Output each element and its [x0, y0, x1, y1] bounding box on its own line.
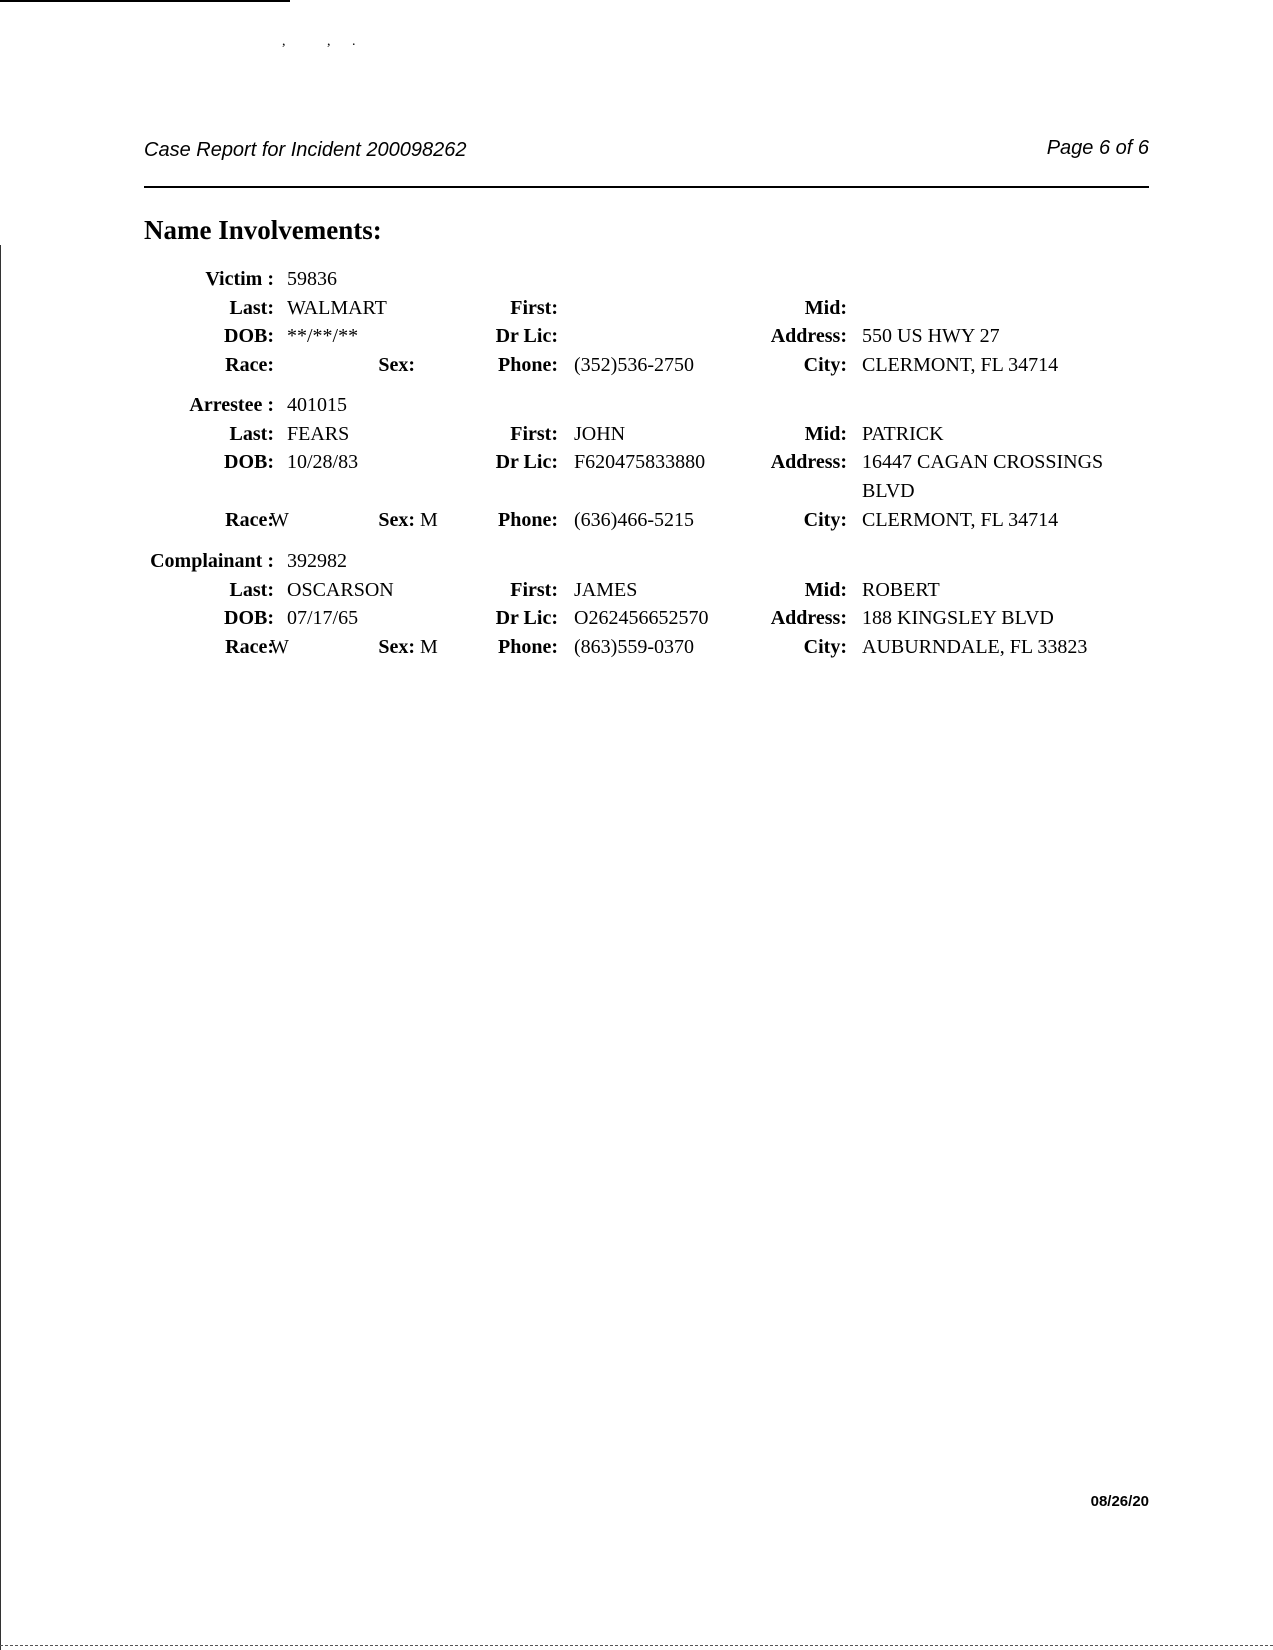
city-label: City: — [803, 509, 847, 531]
last-value: OSCARSON — [287, 579, 394, 601]
sex-label: Sex: — [378, 354, 415, 376]
race-label: Race: — [225, 636, 274, 658]
scan-artifact-left-edge — [0, 245, 1, 1650]
dob-label: DOB: — [224, 325, 274, 347]
sex-value: M — [420, 636, 438, 658]
mid-label: Mid: — [804, 297, 847, 319]
dob-label: DOB: — [224, 607, 274, 629]
dr-lic-label: Dr Lic: — [495, 451, 558, 473]
header-rule — [144, 186, 1149, 188]
mid-label: Mid: — [804, 579, 847, 601]
mid-label: Mid: — [804, 423, 847, 445]
section-title: Name Involvements: — [144, 215, 382, 245]
phone-value: (863)559-0370 — [574, 636, 694, 658]
phone-label: Phone: — [498, 509, 558, 531]
first-label: First: — [510, 297, 558, 319]
first-label: First: — [510, 423, 558, 445]
race-label: Race: — [225, 354, 274, 376]
dr-lic-label: Dr Lic: — [495, 607, 558, 629]
address-line2-value: BLVD — [862, 480, 915, 502]
sex-value: M — [420, 509, 438, 531]
phone-value: (636)466-5215 — [574, 509, 694, 531]
race-value: W — [270, 636, 289, 658]
sex-label: Sex: — [378, 636, 415, 658]
phone-label: Phone: — [498, 354, 558, 376]
dr-lic-value: F620475833880 — [574, 451, 706, 473]
last-label: Last: — [229, 579, 274, 601]
dr-lic-value: O262456652570 — [574, 607, 709, 629]
scan-artifact-bottom-line — [0, 1645, 1273, 1647]
phone-label: Phone: — [498, 636, 558, 658]
involvement-id: 392982 — [287, 550, 347, 572]
city-label: City: — [803, 354, 847, 376]
city-label: City: — [803, 636, 847, 658]
dob-value: **/**/** — [287, 325, 359, 347]
first-value: JAMES — [574, 579, 638, 601]
involvement-id: 401015 — [287, 394, 347, 416]
address-value: 188 KINGSLEY BLVD — [862, 607, 1054, 629]
dob-value: 10/28/83 — [287, 451, 359, 473]
last-label: Last: — [229, 297, 274, 319]
address-value: 16447 CAGAN CROSSINGS — [862, 451, 1104, 473]
address-label: Address: — [770, 325, 847, 347]
city-value: CLERMONT, FL 34714 — [862, 509, 1059, 531]
first-value: JOHN — [574, 423, 626, 445]
first-label: First: — [510, 579, 558, 601]
involvement-id: 59836 — [287, 268, 337, 290]
last-label: Last: — [229, 423, 274, 445]
address-value: 550 US HWY 27 — [862, 325, 1000, 347]
last-value: FEARS — [287, 423, 350, 445]
city-value: CLERMONT, FL 34714 — [862, 354, 1059, 376]
role-label: Complainant : — [150, 550, 274, 572]
city-value: AUBURNDALE, FL 33823 — [862, 636, 1088, 658]
sex-label: Sex: — [378, 509, 415, 531]
mid-value: ROBERT — [862, 579, 940, 601]
race-label: Race: — [225, 509, 274, 531]
print-date: 08/26/20 — [1090, 1493, 1149, 1510]
dob-value: 07/17/65 — [287, 607, 359, 629]
address-label: Address: — [770, 451, 847, 473]
dr-lic-label: Dr Lic: — [495, 325, 558, 347]
last-value: WALMART — [287, 297, 387, 319]
dob-label: DOB: — [224, 451, 274, 473]
address-label: Address: — [770, 607, 847, 629]
role-label: Victim : — [205, 268, 274, 290]
role-label: Arrestee : — [189, 394, 274, 416]
page-number: Page 6 of 6 — [1046, 137, 1149, 159]
phone-value: (352)536-2750 — [574, 354, 694, 376]
report-title: Case Report for Incident 200098262 — [144, 139, 467, 161]
race-value: W — [270, 509, 289, 531]
scan-artifact-top-line — [0, 0, 290, 2]
mid-value: PATRICK — [862, 423, 944, 445]
